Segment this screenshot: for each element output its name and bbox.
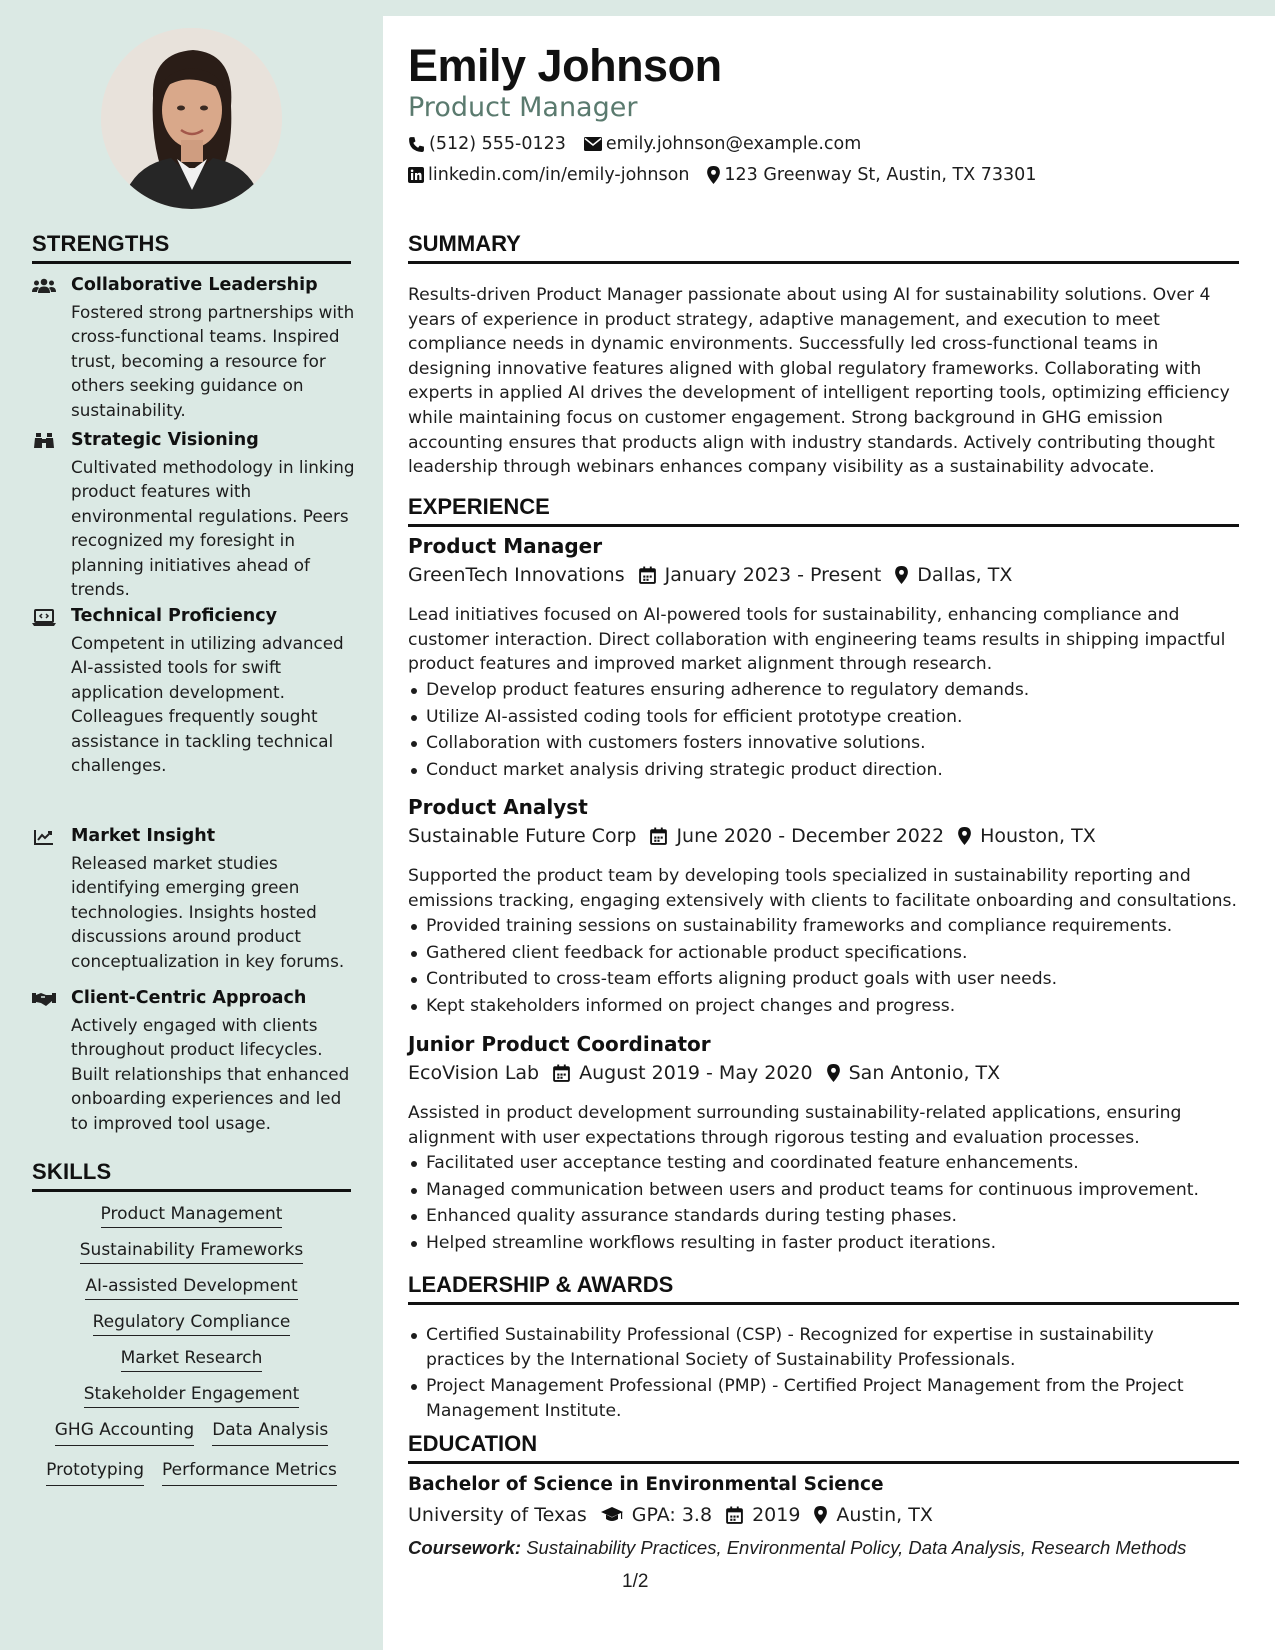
handshake-icon <box>32 990 56 1008</box>
location-pin-icon <box>814 1506 827 1524</box>
strength-title: Technical Proficiency <box>71 606 277 626</box>
location-pin-icon <box>958 827 971 845</box>
gpa-text: GPA: 3.8 <box>631 1504 713 1526</box>
job-description: Assisted in product development surrounding sustainability-related applications, ensuring alignment with user expectations through rigorous testing and evaluation processes. <box>408 1103 1182 1148</box>
list-item: Gathered client feedback for actionable product specifications. <box>408 941 1248 966</box>
calendar-icon <box>639 566 656 584</box>
skill-row <box>32 1310 351 1334</box>
job-location: San Antonio, TX <box>848 1062 1001 1084</box>
strength-description: Actively engaged with clients throughout product lifecycles. Built relationships that enhanced onboarding experiences and led to improved tool usage. <box>71 1015 350 1133</box>
graduation-year: 2019 <box>752 1504 801 1526</box>
skill-tag: AI-assisted Development <box>85 1276 297 1300</box>
address-text: 123 Greenway St, Austin, TX 73301 <box>724 165 1037 185</box>
summary-heading: SUMMARY <box>408 231 1239 264</box>
job-bullets <box>408 1151 1248 1257</box>
strength-description: Competent in utilizing advanced AI-assisted tools for swift application development. Colleagues frequently sought assistance in tackling technical challenges. <box>71 633 344 776</box>
company-name: EcoVision Lab <box>408 1062 540 1084</box>
coursework <box>408 1536 1198 1561</box>
education-heading: EDUCATION <box>408 1431 1239 1464</box>
main-content <box>383 16 1275 1650</box>
linkedin-icon <box>408 167 424 183</box>
skill-tag: Data Analysis <box>212 1418 328 1446</box>
job-location: Houston, TX <box>980 825 1096 847</box>
list-item: Conduct market analysis driving strategic product direction. <box>408 758 1248 783</box>
job-bullets <box>408 678 1248 784</box>
job-dates: June 2020 - December 2022 <box>676 825 945 847</box>
skill-tag: Prototyping <box>46 1458 144 1486</box>
profile-photo <box>101 28 282 209</box>
job-meta <box>408 1062 1000 1084</box>
laptop-code-icon <box>32 608 56 626</box>
skill-tag: Product Management <box>101 1204 283 1228</box>
list-item: Contributed to cross-team efforts aligning product goals with user needs. <box>408 967 1248 992</box>
skill-row <box>32 1202 351 1226</box>
strength-title: Client-Centric Approach <box>71 988 307 1008</box>
job-description: Supported the product team by developing tools specialized in sustainability reporting and emissions tracking, engaging extensively with clients to facilitate onboarding and consultations. <box>408 866 1237 911</box>
envelope-icon <box>584 137 602 151</box>
strength-description: Fostered strong partnerships with cross-functional teams. Inspired trust, becoming a resource for others seeking guidance on sustainability. <box>71 302 355 420</box>
degree-title: Bachelor of Science in Environmental Science <box>408 1474 884 1495</box>
job-location: Dallas, TX <box>917 564 1013 586</box>
binoculars-icon <box>32 432 56 450</box>
candidate-name: Emily Johnson <box>408 40 722 91</box>
list-item: Managed communication between users and product teams for continuous improvement. <box>408 1178 1248 1203</box>
summary-text: Results-driven Product Manager passionate about using AI for sustainability solutions. Over 4 years of experience in product strategy, adaptive management, and execution to meet compliance needs in dynamic environments. Successfully led cross-functional teams in designing innovative features aligned with global regulatory frameworks. Collaborating with experts in applied AI drives the development of intelligent reporting tools, optimizing efficiency while maintaining focus on customer engagement. Strong background in GHG emission accounting ensures that products align with industry standards. Actively contributing thought leadership through webinars enhances company visibility as a sustainability advocate. <box>408 285 1230 478</box>
skill-tag: GHG Accounting <box>55 1418 194 1446</box>
linkedin-link[interactable]: linkedin.com/in/emily-johnson <box>428 165 690 185</box>
job-title: Junior Product Coordinator <box>408 1032 711 1056</box>
calendar-icon <box>553 1064 570 1082</box>
coursework-text: Sustainability Practices, Environmental Policy, Data Analysis, Research Methods <box>526 1537 1187 1558</box>
contact-row <box>408 134 861 154</box>
email-link[interactable]: emily.johnson@example.com <box>605 134 862 154</box>
leadership-heading: LEADERSHIP & AWARDS <box>408 1272 1239 1305</box>
leadership-list <box>408 1323 1218 1425</box>
skills-list <box>32 1202 351 1486</box>
list-item: Collaboration with customers fosters innovative solutions. <box>408 731 1248 756</box>
location-pin-icon <box>895 566 908 584</box>
skill-tag: Sustainability Frameworks <box>80 1240 303 1264</box>
skill-row <box>32 1346 351 1370</box>
skill-tag: Market Research <box>121 1348 263 1372</box>
job-meta <box>408 564 1012 586</box>
sidebar <box>0 0 383 1650</box>
school-name: University of Texas <box>408 1504 587 1526</box>
coursework-label: Coursework: <box>408 1537 522 1558</box>
users-icon <box>32 277 56 295</box>
list-item: Develop product features ensuring adherence to regulatory demands. <box>408 678 1248 703</box>
skill-tag: Performance Metrics <box>162 1458 337 1486</box>
candidate-role: Product Manager <box>408 92 638 123</box>
job-meta <box>408 825 1096 847</box>
job-dates: August 2019 - May 2020 <box>579 1062 813 1084</box>
education-location: Austin, TX <box>836 1504 933 1526</box>
strength-title: Market Insight <box>71 826 216 846</box>
skill-row <box>32 1382 351 1406</box>
list-item: Utilize AI-assisted coding tools for efficient prototype creation. <box>408 705 1248 730</box>
calendar-icon <box>726 1506 743 1524</box>
company-name: Sustainable Future Corp <box>408 825 637 847</box>
job-title: Product Manager <box>408 534 603 558</box>
skill-tag: Stakeholder Engagement <box>84 1384 300 1408</box>
list-item: Facilitated user acceptance testing and coordinated feature enhancements. <box>408 1151 1248 1176</box>
phone-text: (512) 555-0123 <box>429 134 566 154</box>
company-name: GreenTech Innovations <box>408 564 625 586</box>
experience-heading: EXPERIENCE <box>408 494 1239 527</box>
list-item: Enhanced quality assurance standards during testing phases. <box>408 1204 1248 1229</box>
strengths-heading: STRENGTHS <box>32 231 351 264</box>
education-meta <box>408 1504 933 1526</box>
skills-heading: SKILLS <box>32 1159 351 1192</box>
job-bullets <box>408 914 1248 1020</box>
job-description: Lead initiatives focused on AI-powered tools for sustainability, enhancing compliance and customer interaction. Direct collaboration with engineering teams results in shipping impactful product features and improved market alignment through research. <box>408 605 1226 675</box>
location-pin-icon <box>707 166 720 184</box>
list-item: Helped streamline workflows resulting in faster product iterations. <box>408 1231 1248 1256</box>
list-item: Certified Sustainability Professional (CSP) - Recognized for expertise in sustainability practices by the International Society of Sustainability Professionals. <box>408 1323 1218 1372</box>
page-number: 1/2 <box>622 1571 649 1592</box>
job-dates: January 2023 - Present <box>664 564 882 586</box>
contact-row <box>408 165 1036 185</box>
list-item: Provided training sessions on sustainability frameworks and compliance requirements. <box>408 914 1248 939</box>
strength-description: Cultivated methodology in linking product features with environmental regulations. Peers recognized my foresight in planning initiatives ahead of trends. <box>71 457 355 600</box>
skill-tag: Regulatory Compliance <box>93 1312 291 1336</box>
strength-title: Strategic Visioning <box>71 430 259 450</box>
skill-row <box>32 1274 351 1298</box>
calendar-icon <box>650 827 667 845</box>
skill-row <box>32 1238 351 1262</box>
location-pin-icon <box>827 1064 840 1082</box>
list-item: Kept stakeholders informed on project changes and progress. <box>408 994 1248 1019</box>
strength-description: Released market studies identifying emerging green technologies. Insights hosted discussions around product conceptualization in key forums. <box>71 853 345 971</box>
list-item: Project Management Professional (PMP) - Certified Project Management from the Project Management Institute. <box>408 1374 1218 1423</box>
strength-title: Collaborative Leadership <box>71 275 318 295</box>
job-title: Product Analyst <box>408 795 588 819</box>
graduation-cap-icon <box>601 1507 623 1523</box>
phone-icon <box>408 136 425 153</box>
chart-line-icon <box>32 828 56 846</box>
